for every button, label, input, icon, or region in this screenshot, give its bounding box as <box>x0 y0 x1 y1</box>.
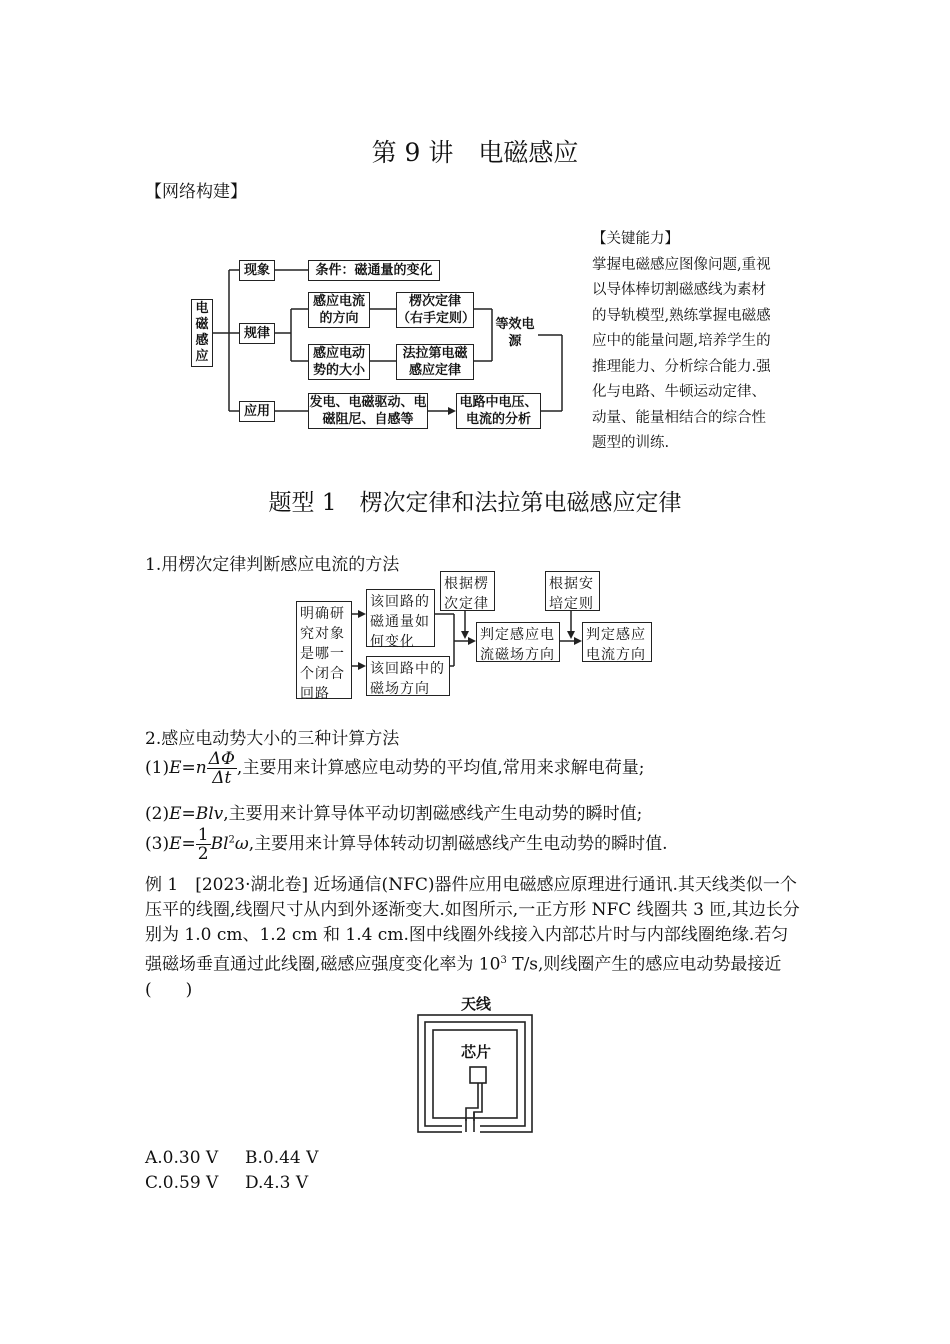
item-1-heading: 1.用楞次定律判断感应电流的方法 <box>145 555 400 575</box>
diagram-faraday-law: 法拉第电磁感应定律 <box>396 344 474 380</box>
option-d[interactable]: D.4.3 V <box>245 1173 309 1193</box>
option-b[interactable]: B.0.44 V <box>245 1148 319 1168</box>
flow-by-lenz-law: 根据楞次定律 <box>440 571 495 611</box>
diagram-branch-phenomenon: 现象 <box>239 260 275 281</box>
key-ability-heading: 【关键能力】 <box>592 231 679 247</box>
formula-2-prefix: (2) <box>145 804 170 824</box>
formula-3-lhs: E= <box>169 834 196 854</box>
formula-3-omega: ω <box>234 834 249 854</box>
antenna-label: 天线 <box>460 995 491 1013</box>
example-1-sup: 3 <box>500 955 507 966</box>
flow-current-direction: 判定感应电流方向 <box>582 622 652 662</box>
diagram-equivalent-source: 等效电源 <box>495 317 535 349</box>
diagram-applications: 发电、电磁驱动、电磁阻尼、自感等 <box>309 395 427 427</box>
flow-research-object: 明确研究对象是哪一个闭合回路 <box>296 601 352 699</box>
formula-3-numerator: 1 <box>197 825 209 845</box>
formula-1-numerator: ΔΦ <box>208 749 235 769</box>
chip-label: 芯片 <box>460 1043 491 1061</box>
flow-flux-change: 该回路的磁通量如何变化 <box>366 589 435 647</box>
type1-heading: 题型 1 楞次定律和法拉第电磁感应定律 <box>268 490 682 516</box>
diagram-branch-application: 应用 <box>239 401 275 422</box>
option-a[interactable]: A.0.30 V <box>145 1148 219 1168</box>
diagram-direction: 感应电流的方向 <box>308 292 370 328</box>
diagram-condition: 条件：磁通量的变化 <box>308 260 440 281</box>
flow-induced-field-direction: 判定感应电流磁场方向 <box>476 622 560 662</box>
formula-1-text: ,主要用来计算感应电动势的平均值,常用来求解电荷量; <box>236 758 645 778</box>
item-2-heading: 2.感应电动势大小的三种计算方法 <box>145 729 400 749</box>
diagram-lenz-law: 楞次定律（右手定则） <box>397 294 476 326</box>
formula-3-denominator: 2 <box>197 844 209 864</box>
diagram-magnitude: 感应电动势的大小 <box>308 344 370 380</box>
diagram-branch-law: 规律 <box>239 323 275 344</box>
formula-3-prefix: (3) <box>145 834 170 854</box>
formula-3-bl: Bl <box>210 834 229 854</box>
formula-1-lhs: E=n <box>169 758 207 778</box>
page-title: 第 9 讲 电磁感应 <box>371 138 579 167</box>
example-1-label: 例 1 [2023·湖北卷] <box>145 875 309 895</box>
example-1-text-a: 近场通信(NFC)器件应用电磁感应原理进行通讯.其天线类似一个压平的线圈,线圈尺寸从内到外逐渐变大.如图所示,一正方形 NFC 线圈共 3 匝,其边长分别为 1.0 cm、1.2 cm 和 1.4 cm.图中线圈外线接入内部芯片时与内部线圈绝缘.若匀强磁场垂直通过此线圈,磁感应强度变化率为 10 <box>145 875 800 975</box>
diagram-root-em-induction: 电磁感应 <box>191 299 213 367</box>
diagram-circuit-analysis: 电路中电压、电流的分析 <box>456 393 541 429</box>
flow-field-direction: 该回路中的磁场方向 <box>366 656 450 696</box>
example-1-text-b: T/s,则线圈产生的感应电动势最接近 ( ) <box>145 954 799 1000</box>
formula-2-expr: E=Blv <box>169 804 224 824</box>
flow-by-ampere-rule: 根据安培定则 <box>545 571 600 611</box>
formula-2-text: ,主要用来计算导体平动切割磁感线产生电动势的瞬时值; <box>223 804 643 824</box>
section-label-network: 【网络构建】 <box>145 182 247 202</box>
formula-3-text: ,主要用来计算导体转动切割磁感线产生电动势的瞬时值. <box>248 834 668 854</box>
key-ability-text: 掌握电磁感应图像问题,重视以导体棒切割磁感线为素材的导轨模型,熟练掌握电磁感应中的能量问题,培养学生的推理能力、分析综合能力.强化与电路、牛顿运动定律、动量、能量相结合的综合性题型的训练. <box>592 256 771 451</box>
option-c[interactable]: C.0.59 V <box>145 1173 219 1193</box>
formula-1-denominator: Δt <box>212 768 232 788</box>
formula-3-sup: 2 <box>228 834 235 846</box>
formula-1-prefix: (1) <box>145 758 170 778</box>
